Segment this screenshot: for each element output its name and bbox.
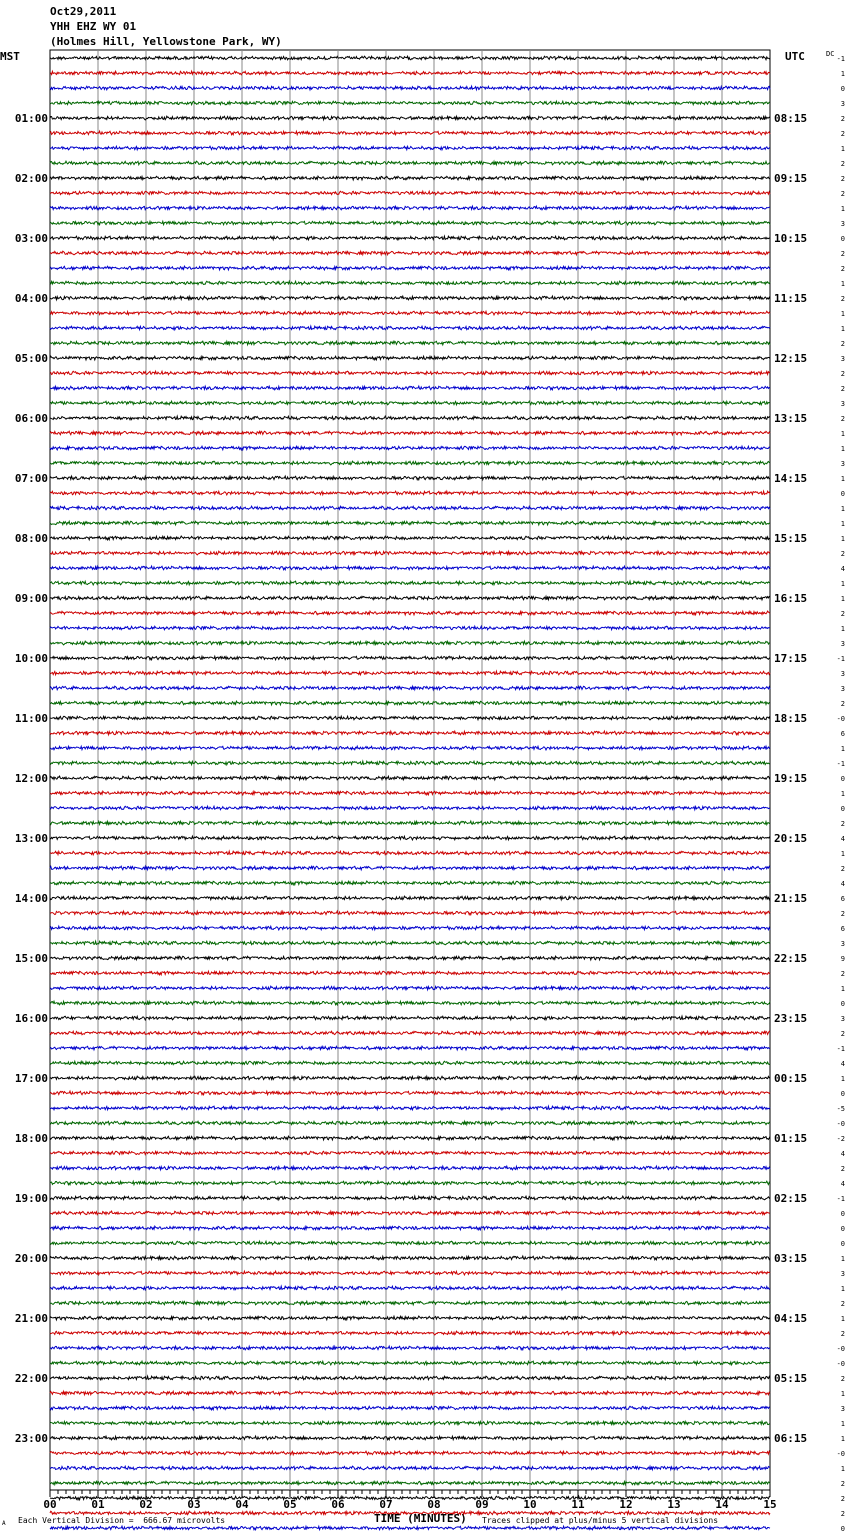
dc-offset-value: 1 <box>840 595 845 603</box>
right-hour-label: 08:15 <box>774 112 808 125</box>
dc-offset-value: 6 <box>840 925 845 933</box>
right-hour-label: 09:15 <box>774 172 808 185</box>
dc-offset-value: 0 <box>840 1000 845 1008</box>
dc-offset-value: 2 <box>840 160 845 168</box>
x-tick-label: 09 <box>475 1498 489 1511</box>
dc-offset-value: 1 <box>840 430 845 438</box>
trace-row <box>50 416 770 420</box>
footer-mark: A <box>2 1520 6 1527</box>
trace-row <box>50 56 770 60</box>
dc-offset-value: 4 <box>840 1180 845 1188</box>
trace-row <box>50 791 770 795</box>
trace-row <box>50 296 770 300</box>
left-hour-label: 17:00 <box>14 1072 48 1085</box>
dc-offset-value: 3 <box>840 460 845 468</box>
trace-row <box>50 101 770 105</box>
dc-offset-value: 0 <box>840 85 845 93</box>
trace-row <box>50 1211 770 1215</box>
dc-offset-value: 4 <box>840 835 845 843</box>
trace-row <box>50 671 770 675</box>
dc-offset-value: 4 <box>840 880 845 888</box>
right-hour-label: 20:15 <box>774 832 808 845</box>
x-tick-label: 01 <box>91 1498 105 1511</box>
clip-note: Traces clipped at plus/minus 5 vertical divisions <box>482 1516 719 1525</box>
left-hour-label: 22:00 <box>14 1372 48 1385</box>
dc-offset-value: 6 <box>840 730 845 738</box>
trace-row <box>50 1046 770 1050</box>
trace-row <box>50 1196 770 1200</box>
left-timezone-label: MST <box>0 50 20 63</box>
x-tick-label: 05 <box>283 1498 297 1511</box>
right-timezone-label: UTC <box>785 50 805 63</box>
dc-offset-value: 3 <box>840 670 845 678</box>
dc-offset-value: 0 <box>840 1225 845 1233</box>
x-tick-label: 13 <box>667 1498 681 1511</box>
station-id: YHH EHZ WY 01 <box>50 20 137 33</box>
trace-row <box>50 1271 770 1275</box>
trace-row <box>50 176 770 180</box>
plot-date: Oct29,2011 <box>50 5 117 18</box>
trace-row <box>50 626 770 630</box>
right-hour-label: 02:15 <box>774 1192 808 1205</box>
dc-offset-value: 2 <box>840 175 845 183</box>
trace-row <box>50 926 770 930</box>
right-hour-label: 12:15 <box>774 352 808 365</box>
dc-offset-value: 6 <box>840 895 845 903</box>
left-hour-label: 20:00 <box>14 1252 48 1265</box>
dc-offset-value: 2 <box>840 415 845 423</box>
left-hour-label: 05:00 <box>14 352 48 365</box>
left-hour-label: 07:00 <box>14 472 48 485</box>
dc-offset-value: -1 <box>836 760 845 768</box>
dc-offset-value: 1 <box>840 205 845 213</box>
trace-row <box>50 1331 770 1335</box>
right-hour-label: 19:15 <box>774 772 808 785</box>
dc-offset-value: 1 <box>840 445 845 453</box>
trace-row <box>50 1451 770 1455</box>
dc-offset-value: 4 <box>840 565 845 573</box>
trace-row <box>50 851 770 855</box>
dc-offset-value: 2 <box>840 1300 845 1308</box>
trace-row <box>50 161 770 165</box>
dc-offset-value: 1 <box>840 580 845 588</box>
dc-offset-value: 2 <box>840 550 845 558</box>
trace-row <box>50 1286 770 1290</box>
dc-offsets <box>837 55 845 1534</box>
dc-offset-value: 3 <box>840 1270 845 1278</box>
trace-row <box>50 71 770 75</box>
dc-offset-value: 1 <box>840 325 845 333</box>
trace-row <box>50 1031 770 1035</box>
right-hour-label: 00:15 <box>774 1072 808 1085</box>
trace-row <box>50 236 770 240</box>
trace-row <box>50 701 770 705</box>
trace-row <box>50 311 770 315</box>
trace-row <box>50 1421 770 1425</box>
trace-row <box>50 1526 770 1530</box>
trace-row <box>50 1001 770 1005</box>
right-hour-label: 06:15 <box>774 1432 808 1445</box>
left-hour-label: 11:00 <box>14 712 48 725</box>
dc-column-label: DC <box>826 50 835 58</box>
dc-offset-value: 1 <box>840 985 845 993</box>
trace-row <box>50 1226 770 1230</box>
right-hour-label: 17:15 <box>774 652 808 665</box>
dc-offset-value: 2 <box>840 265 845 273</box>
trace-row <box>50 1121 770 1125</box>
trace-row <box>50 746 770 750</box>
dc-offset-value: -0 <box>836 1120 845 1128</box>
left-hour-label: 04:00 <box>14 292 48 305</box>
dc-offset-value: 4 <box>840 1060 845 1068</box>
trace-row <box>50 971 770 975</box>
trace-row <box>50 1151 770 1155</box>
trace-row <box>50 881 770 885</box>
x-tick-label: 00 <box>43 1498 57 1511</box>
dc-offset-value: -0 <box>836 1360 845 1368</box>
station-location: (Holmes Hill, Yellowstone Park, WY) <box>50 35 282 48</box>
dc-offset-value: -1 <box>836 1195 845 1203</box>
dc-offset-value: 1 <box>840 1255 845 1263</box>
right-hour-label: 04:15 <box>774 1312 808 1325</box>
right-hour-label: 01:15 <box>774 1132 808 1145</box>
dc-offset-value: 1 <box>840 145 845 153</box>
dc-offset-value: 1 <box>840 1075 845 1083</box>
dc-offset-value: 2 <box>840 190 845 198</box>
dc-offset-value: 1 <box>840 1285 845 1293</box>
right-hour-label: 21:15 <box>774 892 808 905</box>
dc-offset-value: 3 <box>840 220 845 228</box>
trace-row <box>50 1076 770 1080</box>
x-tick-label: 12 <box>619 1498 633 1511</box>
dc-offset-value: 2 <box>840 1495 845 1503</box>
trace-row <box>50 686 770 690</box>
right-hour-label: 23:15 <box>774 1012 808 1025</box>
trace-row <box>50 1361 770 1365</box>
trace-row <box>50 866 770 870</box>
dc-offset-value: 2 <box>840 1510 845 1518</box>
x-tick-label: 15 <box>763 1498 777 1511</box>
left-hour-label: 14:00 <box>14 892 48 905</box>
left-hour-label: 13:00 <box>14 832 48 845</box>
left-hour-label: 03:00 <box>14 232 48 245</box>
dc-offset-value: 3 <box>840 685 845 693</box>
trace-row <box>50 941 770 945</box>
dc-offset-value: 2 <box>840 700 845 708</box>
trace-row <box>50 596 770 600</box>
x-tick-label: 04 <box>235 1498 249 1511</box>
trace-row <box>50 431 770 435</box>
dc-offset-value: 1 <box>840 505 845 513</box>
dc-offset-value: 2 <box>840 370 845 378</box>
dc-offset-value: 1 <box>840 1315 845 1323</box>
right-hour-label: 11:15 <box>774 292 808 305</box>
right-hour-label: 15:15 <box>774 532 808 545</box>
dc-offset-value: 1 <box>840 745 845 753</box>
dc-offset-value: 1 <box>840 535 845 543</box>
x-tick-label: 14 <box>715 1498 729 1511</box>
trace-row <box>50 656 770 660</box>
dc-offset-value: -5 <box>836 1105 845 1113</box>
trace-row <box>50 566 770 570</box>
trace-row <box>50 86 770 90</box>
dc-offset-value: 3 <box>840 640 845 648</box>
left-hour-label: 23:00 <box>14 1432 48 1445</box>
trace-row <box>50 281 770 285</box>
dc-offset-value: 2 <box>840 115 845 123</box>
dc-offset-value: 0 <box>840 1240 845 1248</box>
dc-offset-value: 2 <box>840 610 845 618</box>
left-hour-label: 09:00 <box>14 592 48 605</box>
dc-offset-value: 2 <box>840 130 845 138</box>
trace-row <box>50 491 770 495</box>
trace-row <box>50 476 770 480</box>
dc-offset-value: 0 <box>840 235 845 243</box>
trace-row <box>50 191 770 195</box>
trace-row <box>50 1136 770 1140</box>
x-axis <box>43 1490 776 1511</box>
trace-row <box>50 611 770 615</box>
left-hour-label: 01:00 <box>14 112 48 125</box>
trace-row <box>50 956 770 960</box>
trace-row <box>50 1181 770 1185</box>
dc-offset-value: 2 <box>840 820 845 828</box>
x-tick-label: 02 <box>139 1498 153 1511</box>
left-hour-label: 02:00 <box>14 172 48 185</box>
trace-row <box>50 1241 770 1245</box>
dc-offset-value: 3 <box>840 100 845 108</box>
dc-offset-value: 1 <box>840 475 845 483</box>
dc-offset-value: 2 <box>840 295 845 303</box>
trace-row <box>50 1346 770 1350</box>
dc-offset-value: -1 <box>836 1045 845 1053</box>
trace-row <box>50 386 770 390</box>
dc-offset-value: 1 <box>840 850 845 858</box>
trace-row <box>50 1256 770 1260</box>
dc-offset-value: 1 <box>840 1420 845 1428</box>
dc-offset-value: 0 <box>840 490 845 498</box>
dc-offset-value: 1 <box>840 1390 845 1398</box>
dc-offset-value: 1 <box>840 280 845 288</box>
trace-row <box>50 221 770 225</box>
dc-offset-value: 2 <box>840 340 845 348</box>
x-tick-label: 08 <box>427 1498 441 1511</box>
left-hour-label: 08:00 <box>14 532 48 545</box>
dc-offset-value: 2 <box>840 865 845 873</box>
dc-offset-value: 1 <box>840 310 845 318</box>
trace-row <box>50 266 770 270</box>
right-hour-label: 18:15 <box>774 712 808 725</box>
trace-row <box>50 401 770 405</box>
dc-offset-value: 3 <box>840 400 845 408</box>
right-hour-label: 03:15 <box>774 1252 808 1265</box>
trace-row <box>50 821 770 825</box>
trace-row <box>50 761 770 765</box>
dc-offset-value: 2 <box>840 1480 845 1488</box>
x-tick-label: 03 <box>187 1498 201 1511</box>
left-hour-label: 15:00 <box>14 952 48 965</box>
x-tick-label: 11 <box>571 1498 585 1511</box>
dc-offset-value: 1 <box>840 790 845 798</box>
dc-offset-value: 1 <box>840 625 845 633</box>
right-hour-label: 16:15 <box>774 592 808 605</box>
dc-offset-value: 0 <box>840 1525 845 1533</box>
trace-row <box>50 1091 770 1095</box>
trace-row <box>50 206 770 210</box>
dc-offset-value: 1 <box>840 1465 845 1473</box>
left-hour-label: 16:00 <box>14 1012 48 1025</box>
trace-row <box>50 446 770 450</box>
left-hour-label: 06:00 <box>14 412 48 425</box>
trace-row <box>50 371 770 375</box>
left-hour-label: 19:00 <box>14 1192 48 1205</box>
trace-row <box>50 806 770 810</box>
trace-row <box>50 1061 770 1065</box>
right-hour-label: 22:15 <box>774 952 808 965</box>
dc-offset-value: 3 <box>840 940 845 948</box>
right-hour-label: 10:15 <box>774 232 808 245</box>
dc-offset-value: 3 <box>840 1015 845 1023</box>
traces <box>50 56 770 1534</box>
trace-row <box>50 1406 770 1410</box>
dc-offset-value: -1 <box>836 655 845 663</box>
dc-offset-value: 0 <box>840 1090 845 1098</box>
dc-offset-value: 4 <box>840 1150 845 1158</box>
trace-row <box>50 776 770 780</box>
trace-row <box>50 641 770 645</box>
right-hour-label: 05:15 <box>774 1372 808 1385</box>
trace-row <box>50 251 770 255</box>
trace-row <box>50 116 770 120</box>
dc-offset-value: 2 <box>840 1030 845 1038</box>
trace-row <box>50 461 770 465</box>
trace-row <box>50 1316 770 1320</box>
trace-row <box>50 506 770 510</box>
trace-row <box>50 551 770 555</box>
dc-offset-value: 3 <box>840 355 845 363</box>
dc-offset-value: 1 <box>840 520 845 528</box>
trace-row <box>50 146 770 150</box>
trace-row <box>50 131 770 135</box>
x-tick-label: 06 <box>331 1498 345 1511</box>
trace-row <box>50 1466 770 1470</box>
trace-row <box>50 731 770 735</box>
trace-row <box>50 1301 770 1305</box>
right-hour-label: 14:15 <box>774 472 808 485</box>
dc-offset-value: 2 <box>840 910 845 918</box>
dc-offset-value: -0 <box>836 715 845 723</box>
dc-offset-value: -0 <box>836 1345 845 1353</box>
dc-offset-value: 2 <box>840 1330 845 1338</box>
dc-offset-value: 3 <box>840 1405 845 1413</box>
dc-offset-value: -1 <box>836 55 845 63</box>
left-hour-label: 12:00 <box>14 772 48 785</box>
trace-row <box>50 341 770 345</box>
left-hour-label: 21:00 <box>14 1312 48 1325</box>
trace-row <box>50 536 770 540</box>
trace-row <box>50 356 770 360</box>
dc-offset-value: 1 <box>840 1435 845 1443</box>
dc-offset-value: 2 <box>840 1375 845 1383</box>
dc-offset-value: 9 <box>840 955 845 963</box>
trace-row <box>50 1391 770 1395</box>
trace-row <box>50 911 770 915</box>
left-hour-label: 10:00 <box>14 652 48 665</box>
trace-row <box>50 1376 770 1380</box>
dc-offset-value: 2 <box>840 385 845 393</box>
trace-row <box>50 1016 770 1020</box>
trace-row <box>50 836 770 840</box>
trace-row <box>50 1106 770 1110</box>
trace-row <box>50 1166 770 1170</box>
x-tick-label: 10 <box>523 1498 537 1511</box>
trace-row <box>50 1436 770 1440</box>
x-axis-title: TIME (MINUTES) <box>374 1512 467 1525</box>
dc-offset-value: 0 <box>840 775 845 783</box>
trace-row <box>50 521 770 525</box>
trace-row <box>50 1481 770 1485</box>
dc-offset-value: 2 <box>840 1165 845 1173</box>
trace-row <box>50 896 770 900</box>
trace-row <box>50 716 770 720</box>
dc-offset-value: 2 <box>840 970 845 978</box>
trace-row <box>50 986 770 990</box>
dc-offset-value: -0 <box>836 1450 845 1458</box>
dc-offset-value: 0 <box>840 1210 845 1218</box>
dc-offset-value: -2 <box>836 1135 845 1143</box>
left-hour-label: 18:00 <box>14 1132 48 1145</box>
trace-row <box>50 581 770 585</box>
dc-offset-value: 0 <box>840 805 845 813</box>
dc-offset-value: 1 <box>840 70 845 78</box>
right-hour-label: 13:15 <box>774 412 808 425</box>
x-tick-label: 07 <box>379 1498 393 1511</box>
dc-offset-value: 2 <box>840 250 845 258</box>
trace-row <box>50 1496 770 1500</box>
scale-note: Each Vertical Division = 666.67 microvolts <box>18 1516 226 1525</box>
trace-row <box>50 326 770 330</box>
